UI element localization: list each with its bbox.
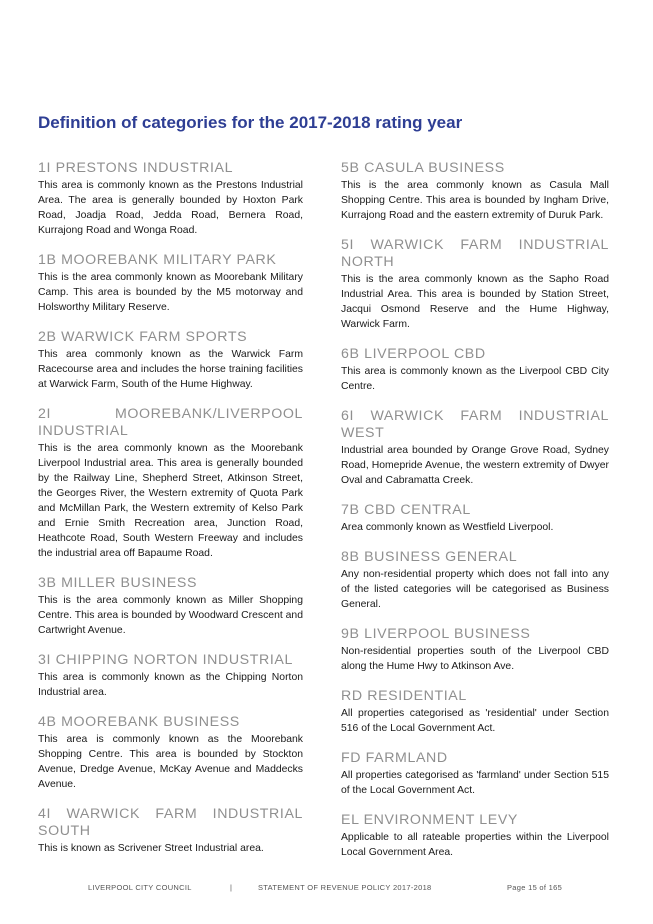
category-1b — [38, 252, 303, 315]
category-6i — [341, 408, 609, 488]
category-heading: 5B CASULA BUSINESS — [341, 160, 505, 176]
category-description: Non-residential properties south of the Liverpool CBD along the Hume Hwy to Atkinson Ave. — [341, 646, 609, 672]
category-heading: 1B MOOREBANK MILITARY PARK — [38, 252, 277, 268]
category-fd — [341, 750, 609, 798]
footer-council: LIVERPOOL CITY COUNCIL — [88, 883, 192, 892]
page-footer — [0, 883, 653, 895]
category-heading: 6B LIVERPOOL CBD — [341, 346, 486, 362]
category-heading: 6I WARWICK FARM INDUSTRIAL WEST — [341, 408, 609, 441]
category-2b — [38, 329, 303, 392]
category-heading: 9B LIVERPOOL BUSINESS — [341, 626, 531, 642]
category-description: This area is commonly known as the Moorebank Shopping Centre. This area is bounded by Stockton Avenue, Dredge Avenue, McKay Avenue and Maddecks Avenue. — [38, 734, 303, 790]
category-description: All properties categorised as 'farmland' under Section 515 of the Local Government Act. — [341, 770, 609, 796]
category-2i — [38, 406, 303, 561]
category-el — [341, 812, 609, 860]
footer-statement: STATEMENT OF REVENUE POLICY 2017-2018 — [258, 883, 432, 892]
category-3i — [38, 652, 303, 700]
category-description: This is the area commonly known as Casula Mall Shopping Centre. This area is bounded by Ingham Drive, Kurrajong Road and the eastern extremity of Duruk Park. — [341, 180, 609, 221]
category-description: Any non-residential property which does not fall into any of the listed categories will be categorised as Business General. — [341, 569, 609, 610]
category-heading: 3B MILLER BUSINESS — [38, 575, 198, 591]
category-description: This is known as Scrivener Street Industrial area. — [38, 843, 264, 854]
category-heading: FD FARMLAND — [341, 750, 448, 766]
category-8b — [341, 549, 609, 612]
category-4i — [38, 806, 303, 856]
category-heading: 5I WARWICK FARM INDUSTRIAL NORTH — [341, 237, 609, 270]
category-description: This is the area commonly known as Moorebank Military Camp. This area is bounded by the M5 motorway and Holsworthy Military Reserve. — [38, 272, 303, 313]
category-description: This is the area commonly known as Miller Shopping Centre. This area is bounded by Woodward Crescent and Cartwright Avenue. — [38, 595, 303, 636]
category-description: This is the area commonly known as the Moorebank Liverpool Industrial area. This area is generally bounded by the Railway Line, Shepherd Street, Atkinson Street, the Georges River, the Western extremity of Quota Park and McMillan Park, the Western extremity of Kelso Park and Ernie Smith Recreation area, Junction Road, Heathcote Road, South Western Freeway and includes the industrial area off Bapaume Road. — [38, 443, 303, 559]
page-title: Definition of categories for the 2017-2018 rating year — [38, 113, 463, 132]
category-description: This area is commonly known as the Liverpool CBD City Centre. — [341, 366, 609, 392]
category-description: This area is commonly known as the Chipping Norton Industrial area. — [38, 672, 303, 698]
category-heading: 1I PRESTONS INDUSTRIAL — [38, 160, 234, 176]
category-description: This area commonly known as the Warwick Farm Racecourse area and includes the horse training facilities at Warwick Farm, South of the Hume Highway. — [38, 349, 303, 390]
category-heading: 3I CHIPPING NORTON INDUSTRIAL — [38, 652, 293, 668]
category-heading: 2I MOOREBANK/LIVERPOOL INDUSTRIAL — [38, 406, 303, 439]
category-heading: EL ENVIRONMENT LEVY — [341, 812, 518, 828]
left-column — [38, 160, 303, 870]
category-9b — [341, 626, 609, 674]
category-3b — [38, 575, 303, 638]
category-description: All properties categorised as 'residential' under Section 516 of the Local Government Act. — [341, 708, 609, 734]
category-heading: 7B CBD CENTRAL — [341, 502, 471, 518]
category-6b — [341, 346, 609, 394]
category-heading: 4B MOOREBANK BUSINESS — [38, 714, 240, 730]
footer-page-number: Page 15 of 165 — [507, 883, 563, 892]
category-rd — [341, 688, 609, 736]
category-heading: 8B BUSINESS GENERAL — [341, 549, 518, 565]
category-description: Area commonly known as Westfield Liverpool. — [341, 522, 554, 533]
category-heading: 4I WARWICK FARM INDUSTRIAL SOUTH — [38, 806, 303, 839]
category-5b — [341, 160, 609, 223]
category-description: Industrial area bounded by Orange Grove Road, Sydney Road, Homepride Avenue, the western extremity of Dwyer Oval and Cabramatta Creek. — [341, 445, 609, 486]
category-5i — [341, 237, 609, 332]
category-1i — [38, 160, 303, 238]
category-heading: RD RESIDENTIAL — [341, 688, 467, 704]
category-4b — [38, 714, 303, 792]
category-7b — [341, 502, 609, 535]
right-column — [341, 160, 609, 874]
category-description: This is the area commonly known as the Sapho Road Industrial Area. This area is bounded by Station Street, Jacqui Osmond Reserve and the Hume Highway, Warwick Farm. — [341, 274, 609, 330]
footer-separator: | — [230, 883, 233, 892]
category-description: This area is commonly known as the Prestons Industrial Area. The area is generally bounded by Hoxton Park Road, Joadja Road, Jedda Road, Bernera Road, Kurrajong Road and Wonga Road. — [38, 180, 303, 236]
category-heading: 2B WARWICK FARM SPORTS — [38, 329, 248, 345]
category-description: Applicable to all rateable properties within the Liverpool Local Government Area. — [341, 832, 609, 858]
